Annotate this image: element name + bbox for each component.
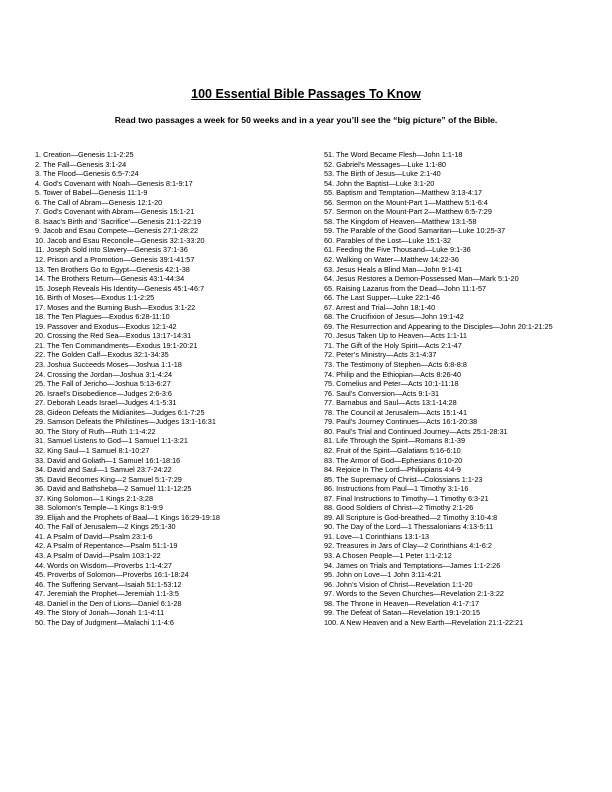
passage-item: 64. Jesus Restores a Demon-Possessed Man—Mark 5:1-20 bbox=[324, 274, 519, 284]
passage-item: 50. The Day of Judgment—Malachi 1:1-4:6 bbox=[35, 617, 174, 627]
passage-item: 37. King Solomon—1 Kings 2:1-3:28 bbox=[35, 493, 154, 503]
passage-item: 92. Treasures in Jars of Clay—2 Corinthians 4:1-6:2 bbox=[324, 541, 492, 551]
passage-item: 14. The Brothers Return—Genesis 43:1-44:34 bbox=[35, 274, 185, 284]
passage-item: 81. Life Through the Spirit—Romans 8:1-39 bbox=[324, 436, 466, 446]
passage-item: 19. Passover and Exodus—Exodus 12:1-42 bbox=[35, 321, 177, 331]
passage-item: 24. Crossing the Jordan—Joshua 3:1-4:24 bbox=[35, 369, 173, 379]
passage-item: 17. Moses and the Burning Bush—Exodus 3:1-22 bbox=[35, 302, 196, 312]
passage-item: 43. A Psalm of David—Psalm 103:1-22 bbox=[35, 550, 161, 560]
passage-item: 77. Barnabus and Saul—Acts 13:1-14:28 bbox=[324, 398, 457, 408]
passage-item: 8. Isaac’s Birth and ‘Sacrifice’—Genesis 21:1-22:19 bbox=[35, 216, 202, 226]
passage-item: 40. The Fall of Jerusalem—2 Kings 25:1-30 bbox=[35, 522, 176, 532]
passage-item: 41. A Psalm of David—Psalm 23:1-6 bbox=[35, 531, 153, 541]
passage-item: 31. Samuel Listens to God—1 Samuel 1:1-3:21 bbox=[35, 436, 188, 446]
passage-list-left bbox=[35, 150, 305, 627]
passage-item: 7. God’s Covenant with Abram—Genesis 15:1-21 bbox=[35, 207, 195, 217]
passage-item: 44. Words on Wisdom—Proverbs 1:1-4:27 bbox=[35, 560, 172, 570]
passage-item: 12. Prison and a Promotion—Genesis 39:1-41:57 bbox=[35, 255, 195, 265]
passage-item: 46. The Suffering Servant—Isaiah 51:1-53:12 bbox=[35, 579, 182, 589]
passage-item: 52. Gabriel’s Messages—Luke 1:1-80 bbox=[324, 159, 446, 169]
passage-item: 27. Deborah Leads Israel—Judges 4:1-5:31 bbox=[35, 398, 177, 408]
passage-item: 35. David Becomes King—2 Samuel 5:1-7:29 bbox=[35, 474, 182, 484]
passage-item: 9. Jacob and Esau Compete—Genesis 27:1-28:22 bbox=[35, 226, 199, 236]
passage-item: 69. The Resurrection and Appearing to the Disciples—John 20:1-21:25 bbox=[324, 321, 553, 331]
passage-list-right bbox=[324, 150, 586, 627]
passage-item: 58. The Kingdom of Heaven—Matthew 13:1-58 bbox=[324, 216, 477, 226]
passage-item: 94. James on Trials and Temptations—James 1:1-2:26 bbox=[324, 560, 501, 570]
passage-item: 55. Baptism and Temptation—Matthew 3:13-4:17 bbox=[324, 188, 483, 198]
passage-item: 33. David and Goliath—1 Samuel 16:1-18:16 bbox=[35, 455, 181, 465]
passage-item: 87. Final Instructions to Timothy—1 Timothy 6:3-21 bbox=[324, 493, 489, 503]
passage-item: 57. Sermon on the Mount-Part 2—Matthew 6:5-7:29 bbox=[324, 207, 492, 217]
passage-item: 42. A Psalm of Repentance—Psalm 51:1-19 bbox=[35, 541, 178, 551]
passage-item: 93. A Chosen People—1 Peter 1:1-2:12 bbox=[324, 550, 452, 560]
passage-item: 86. Instructions from Paul—1 Timothy 3:1-16 bbox=[324, 484, 469, 494]
passage-item: 30. The Story of Ruth—Ruth 1:1-4:22 bbox=[35, 426, 156, 436]
passage-item: 54. John the Baptist—Luke 3:1-20 bbox=[324, 178, 435, 188]
passage-item: 5. Tower of Babel—Genesis 11:1-9 bbox=[35, 188, 148, 198]
passage-item: 38. Solomon’s Temple—1 Kings 8:1-9:9 bbox=[35, 503, 163, 513]
passage-item: 29. Samson Defeats the Philistines—Judges 13:1-16:31 bbox=[35, 417, 216, 427]
passage-item: 78. The Council at Jerusalem—Acts 15:1-41 bbox=[324, 407, 468, 417]
passage-item: 1. Creation—Genesis 1:1-2:25 bbox=[35, 150, 134, 159]
passage-item: 26. Israel’s Disobedience—Judges 2:6-3:6 bbox=[35, 388, 172, 398]
passage-item: 36. David and Bathsheba—2 Samuel 11:1-12:25 bbox=[35, 484, 192, 494]
passage-item: 21. The Ten Commandments—Exodus 19:1-20:21 bbox=[35, 340, 198, 350]
passage-item: 73. The Testimony of Stephen—Acts 6:8-8:8 bbox=[324, 360, 467, 370]
passage-item: 32. King Saul—1 Samuel 8:1-10:27 bbox=[35, 445, 150, 455]
passage-item: 23. Joshua Succeeds Moses—Joshua 1:1-18 bbox=[35, 360, 182, 370]
passage-item: 67. Arrest and Trial—John 18:1-40 bbox=[324, 302, 436, 312]
passage-item: 96. John’s Vision of Christ—Revelation 1:1-20 bbox=[324, 579, 473, 589]
passage-item: 72. Peter’s Ministry—Acts 3:1-4:37 bbox=[324, 350, 437, 360]
passage-item: 49. The Story of Jonah—Jonah 1:1-4:11 bbox=[35, 608, 165, 618]
passage-item: 16. Birth of Moses—Exodus 1:1-2:25 bbox=[35, 293, 155, 303]
passage-item: 85. The Supremacy of Christ—Colossians 1:1-23 bbox=[324, 474, 483, 484]
passage-item: 60. Parables of the Lost—Luke 15:1-32 bbox=[324, 235, 451, 245]
page-subtitle: Read two passages a week for 50 weeks and in a year you’ll see the “big picture” of the Bible. bbox=[114, 115, 498, 125]
passage-item: 18. The Ten Plagues—Exodus 6:28-11:10 bbox=[35, 312, 170, 322]
passage-item: 88. Good Soldiers of Christ—2 Timothy 2:1-26 bbox=[324, 503, 474, 513]
passage-item: 62. Walking on Water—Matthew 14:22-36 bbox=[324, 255, 459, 265]
passage-item: 45. Proverbs of Solomon—Proverbs 16:1-18:24 bbox=[35, 570, 189, 580]
passage-item: 80. Paul’s Trial and Continued Journey—Acts 25:1-28:31 bbox=[324, 426, 508, 436]
passage-item: 84. Rejoice In The Lord—Philippians 4:4-9 bbox=[324, 465, 461, 475]
passage-item: 28. Gideon Defeats the Midianites—Judges 6:1-7:25 bbox=[35, 407, 205, 417]
passage-item: 99. The Defeat of Satan—Revelation 19:1-20:15 bbox=[324, 608, 481, 618]
passage-item: 51. The Word Became Flesh—John 1:1-18 bbox=[324, 150, 463, 159]
passage-item: 56. Sermon on the Mount-Part 1—Matthew 5:1-6:4 bbox=[324, 197, 488, 207]
passage-item: 70. Jesus Taken Up to Heaven—Acts 1:1-11 bbox=[324, 331, 467, 341]
passage-item: 71. The Gift of the Holy Spirit—Acts 2:1-47 bbox=[324, 340, 462, 350]
passage-item: 34. David and Saul—1 Samuel 23:7-24:22 bbox=[35, 465, 172, 475]
passage-item: 25. The Fall of Jericho—Joshua 5:13-6:27 bbox=[35, 379, 171, 389]
passage-item: 63. Jesus Heals a Blind Man—John 9:1-41 bbox=[324, 264, 463, 274]
passage-item: 95. John on Love—1 John 3:11-4:21 bbox=[324, 570, 442, 580]
passage-item: 22. The Golden Calf—Exodus 32:1-34:35 bbox=[35, 350, 169, 360]
passage-item: 68. The Crucifixion of Jesus—John 19:1-42 bbox=[324, 312, 464, 322]
passage-item: 13. Ten Brothers Go to Egypt—Genesis 42:1-38 bbox=[35, 264, 190, 274]
passage-item: 3. The Flood—Genesis 6:5-7:24 bbox=[35, 169, 139, 179]
passage-item: 20. Crossing the Red Sea—Exodus 13:17-14:31 bbox=[35, 331, 192, 341]
passage-item: 48. Daniel in the Den of Lions—Daniel 6:1-28 bbox=[35, 598, 182, 608]
passage-item: 15. Joseph Reveals His Identity—Genesis 45:1-46:7 bbox=[35, 283, 205, 293]
passage-item: 6. The Call of Abram—Genesis 12:1-20 bbox=[35, 197, 163, 207]
passage-item: 59. The Parable of the Good Samaritan—Luke 10:25-37 bbox=[324, 226, 506, 236]
passage-item: 65. Raising Lazarus from the Dead—John 11:1-57 bbox=[324, 283, 487, 293]
passage-item: 4. God’s Covenant with Noah—Genesis 8:1-9:17 bbox=[35, 178, 193, 188]
passage-item: 11. Joseph Sold into Slavery—Genesis 37:1-36 bbox=[35, 245, 188, 255]
passage-item: 82. Fruit of the Spirit—Galatians 5:16-6:10 bbox=[324, 445, 461, 455]
passage-item: 2. The Fall—Genesis 3:1-24 bbox=[35, 159, 127, 169]
passage-item: 75. Cornelius and Peter—Acts 10:1-11:18 bbox=[324, 379, 459, 389]
passage-item: 89. All Scripture is God-breathed—2 Timothy 3:10-4:8 bbox=[324, 512, 498, 522]
passage-item: 91. Love—1 Corinthians 13:1-13 bbox=[324, 531, 430, 541]
passage-item: 74. Philip and the Ethiopian—Acts 8:26-40 bbox=[324, 369, 462, 379]
passage-item: 98. The Throne in Heaven—Revelation 4:1-7:17 bbox=[324, 598, 480, 608]
passage-item: 100. A New Heaven and a New Earth—Revelation 21:1-22:21 bbox=[324, 617, 524, 627]
passage-item: 83. The Armor of God—Ephesians 6:10-20 bbox=[324, 455, 463, 465]
passage-item: 10. Jacob and Esau Reconcile—Genesis 32:1-33:20 bbox=[35, 235, 205, 245]
passage-item: 61. Feeding the Five Thousand—Luke 9:1-36 bbox=[324, 245, 471, 255]
passage-item: 66. The Last Supper—Luke 22:1-46 bbox=[324, 293, 440, 303]
passage-item: 90. The Day of the Lord—1 Thessalonians 4:13-5:11 bbox=[324, 522, 494, 532]
page-title: 100 Essential Bible Passages To Know bbox=[191, 87, 421, 101]
passage-item: 39. Elijah and the Prophets of Baal—1 Kings 16:29-19:18 bbox=[35, 512, 220, 522]
passage-item: 53. The Birth of Jesus—Luke 2:1-40 bbox=[324, 169, 441, 179]
passage-item: 97. Words to the Seven Churches—Revelation 2:1-3:22 bbox=[324, 589, 504, 599]
passage-item: 76. Saul’s Conversion—Acts 9:1-31 bbox=[324, 388, 440, 398]
passage-item: 79. Paul’s Journey Continues—Acts 16:1-20:38 bbox=[324, 417, 478, 427]
passage-item: 47. Jeremiah the Prophet—Jeremiah 1:1-3:5 bbox=[35, 589, 179, 599]
